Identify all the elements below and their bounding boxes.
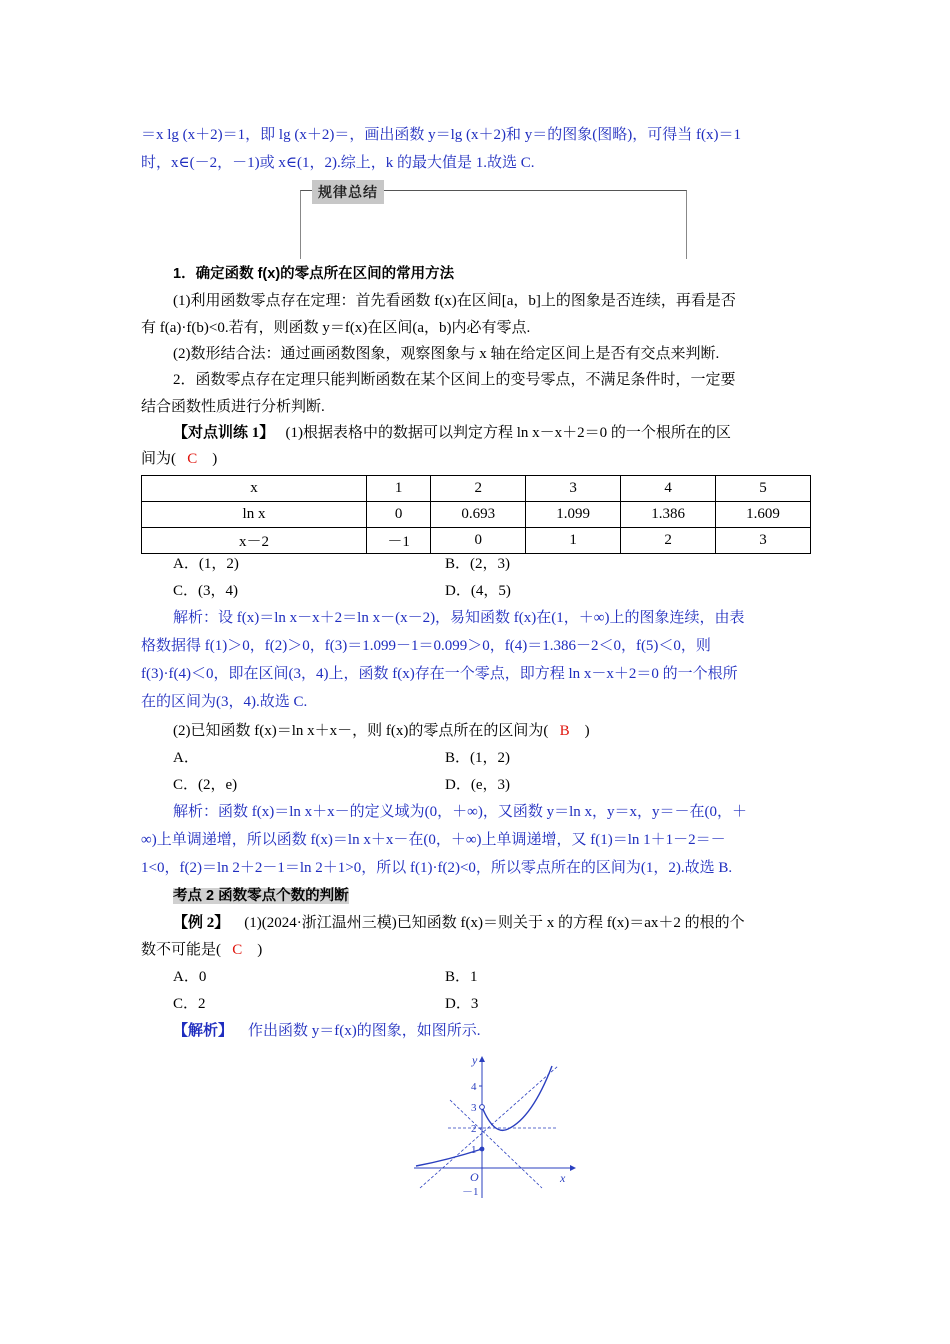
y-tick-2: 2 [471, 1123, 477, 1135]
example2-option-c: C．2 [173, 996, 206, 1012]
summary-p1-line2: 有 f(a)·f(b)<0.若有，则函数 y＝f(x)在区间(a，b)内必有零点. [141, 320, 531, 336]
summary-p3-line2: 结合函数性质进行分析判断. [141, 399, 325, 415]
example2-line1 [173, 912, 811, 934]
summary-p1-line1: (1)利用函数零点存在定理：首先看函数 f(x)在区间[a，b]上的图象是否连续，再看是否 [173, 293, 736, 309]
training1-q1-text: (1)根据表格中的数据可以判定方程 ln x－x＋2＝0 的一个根所在的区 [285, 425, 731, 441]
example2-text: (1)(2024·浙江温州三模)已知函数 f(x)＝则关于 x 的方程 f(x)＝ax＋2 的根的个 [244, 915, 745, 931]
table-cell: 1 [526, 528, 621, 554]
table-cell: 0 [431, 528, 526, 554]
y-tick-4: 4 [471, 1081, 477, 1093]
table-cell: 1.609 [716, 502, 811, 528]
example2-option-d: D．3 [445, 996, 479, 1012]
table-cell: 3 [716, 528, 811, 554]
x-label: x [560, 1171, 566, 1185]
summary-p3-line1: 2．函数零点存在定理只能判断函数在某个区间上的变号零点，不满足条件时，一定要 [173, 372, 736, 388]
q2-solution-line3: 1<0，f(2)＝ln 2＋2－1＝ln 2＋1>0，所以 f(1)·f(2)<0，所以零点所在的区间为(1，2).故选 B. [141, 860, 733, 876]
example2-solution [173, 1020, 811, 1042]
q2-answer: B [559, 723, 570, 739]
x-axis-arrow [570, 1165, 576, 1171]
q1-solution-line4: 在的区间为(3，4).故选 C. [141, 694, 308, 710]
example2-solution-label: 【解析】 [173, 1023, 234, 1039]
table-row [142, 502, 811, 528]
section2-heading-line [173, 885, 811, 907]
example2-option-a: A．0 [173, 969, 207, 985]
table-cell: 3 [526, 476, 621, 502]
table-cell: 1.099 [526, 502, 621, 528]
training1-question1-line1 [173, 422, 811, 444]
table-cell: ln x [142, 502, 367, 528]
y-label: y [472, 1053, 478, 1067]
training1-question2 [173, 720, 811, 742]
table-cell: 2 [621, 528, 716, 554]
example2-line2 [141, 939, 811, 961]
table-cell: x [142, 476, 367, 502]
table-row [142, 528, 811, 554]
q2-text: (2)已知函数 f(x)＝ln x＋x－，则 f(x)的零点所在的区间为( [173, 723, 549, 739]
q1-solution-line1: 解析：设 f(x)＝ln x－x＋2＝ln x－(x－2)，易知函数 f(x)在(1，＋∞)上的图象连续，由表 [173, 610, 745, 626]
dashed-line-negative-slope [450, 1100, 542, 1188]
table-cell: 5 [716, 476, 811, 502]
solution-continuation-line-2: 时，x∈(－2，－1)或 x∈(1，2).综上，k 的最大值是 1.故选 C. [141, 155, 535, 171]
q2-answer-suffix: ) [584, 723, 590, 739]
table-cell: 4 [621, 476, 716, 502]
training1-label: 【对点训练 1】 [173, 425, 275, 441]
summary-title: 1．确定函数 f(x)的零点所在区间的常用方法 [173, 266, 455, 282]
table-cell: 1 [367, 476, 431, 502]
summary-tab: 规律总结 [312, 180, 384, 204]
q2-option-c: C．(2，e) [173, 777, 238, 793]
example2-suffix: ) [257, 942, 263, 958]
summary-p2: (2)数形结合法：通过画函数图象，观察图象与 x 轴在给定区间上是否有交点来判断. [173, 346, 720, 362]
table-cell: 2 [431, 476, 526, 502]
example2-label: 【例 2】 [173, 915, 230, 931]
q1-answer-suffix: ) [212, 451, 218, 467]
q2-option-b: B．(1，2) [445, 750, 510, 766]
table-cell: x－2 [142, 528, 367, 554]
q2-option-d: D．(e，3) [445, 777, 510, 793]
example2-answer: C [232, 942, 243, 958]
q1-solution-line2: 格数据得 f(1)＞0，f(2)＞0，f(3)＝1.099－1＝0.099＞0，f(4)＝1.386－2＜0，f(5)＜0，则 [141, 638, 711, 654]
data-table [141, 475, 811, 554]
q2-option-a: A． [173, 750, 199, 766]
table-cell: 1.386 [621, 502, 716, 528]
section2-heading: 考点 2 函数零点个数的判断 [173, 888, 349, 904]
y-tick-neg1: －1 [462, 1186, 479, 1198]
training1-question1-line2 [141, 448, 811, 470]
solution-continuation-line-1: ＝x lg (x＋2)＝1，即 lg (x＋2)＝，画出函数 y＝lg (x＋2)和 y＝的图象(图略)，可得当 f(x)＝1 [141, 127, 741, 143]
example2-option-b: B．1 [445, 969, 478, 985]
q1-option-d: D．(4，5) [445, 583, 511, 599]
q1-solution-line3: f(3)·f(4)＜0，即在区间(3，4)上，函数 f(x)存在一个零点，即方程 ln x－x＋2＝0 的一个根所 [141, 666, 738, 682]
open-point [480, 1105, 485, 1110]
table-row [142, 476, 811, 502]
function-graph [408, 1052, 578, 1202]
q2-solution-line1: 解析：函数 f(x)＝ln x＋x－的定义域为(0，＋∞)，又函数 y＝ln x，y＝x，y＝－在(0，＋ [173, 804, 748, 820]
table-cell: 0.693 [431, 502, 526, 528]
y-axis-arrow [479, 1056, 485, 1062]
origin-label: O [470, 1170, 479, 1184]
table-cell: 0 [367, 502, 431, 528]
y-tick-1: 1 [471, 1144, 477, 1156]
table-cell: －1 [367, 528, 431, 554]
q1-answer: C [187, 451, 198, 467]
example2-prefix: 数不可能是( [141, 942, 221, 958]
dashed-line-positive-slope [420, 1066, 558, 1188]
q1-answer-prefix: 间为( [141, 451, 176, 467]
y-tick-3: 3 [471, 1102, 477, 1114]
q1-option-b: B．(2，3) [445, 556, 510, 572]
q1-option-c: C．(3，4) [173, 583, 238, 599]
example2-solution-text: 作出函数 y＝f(x)的图象，如图所示. [248, 1023, 481, 1039]
q1-option-a: A．(1，2) [173, 556, 239, 572]
solid-point [480, 1147, 485, 1152]
curve-right-branch [482, 1066, 552, 1130]
q2-solution-line2: ∞)上单调递增，所以函数 f(x)＝ln x＋x－在(0，＋∞)上单调递增，又 f(1)＝ln 1＋1－2＝－ [141, 832, 726, 848]
